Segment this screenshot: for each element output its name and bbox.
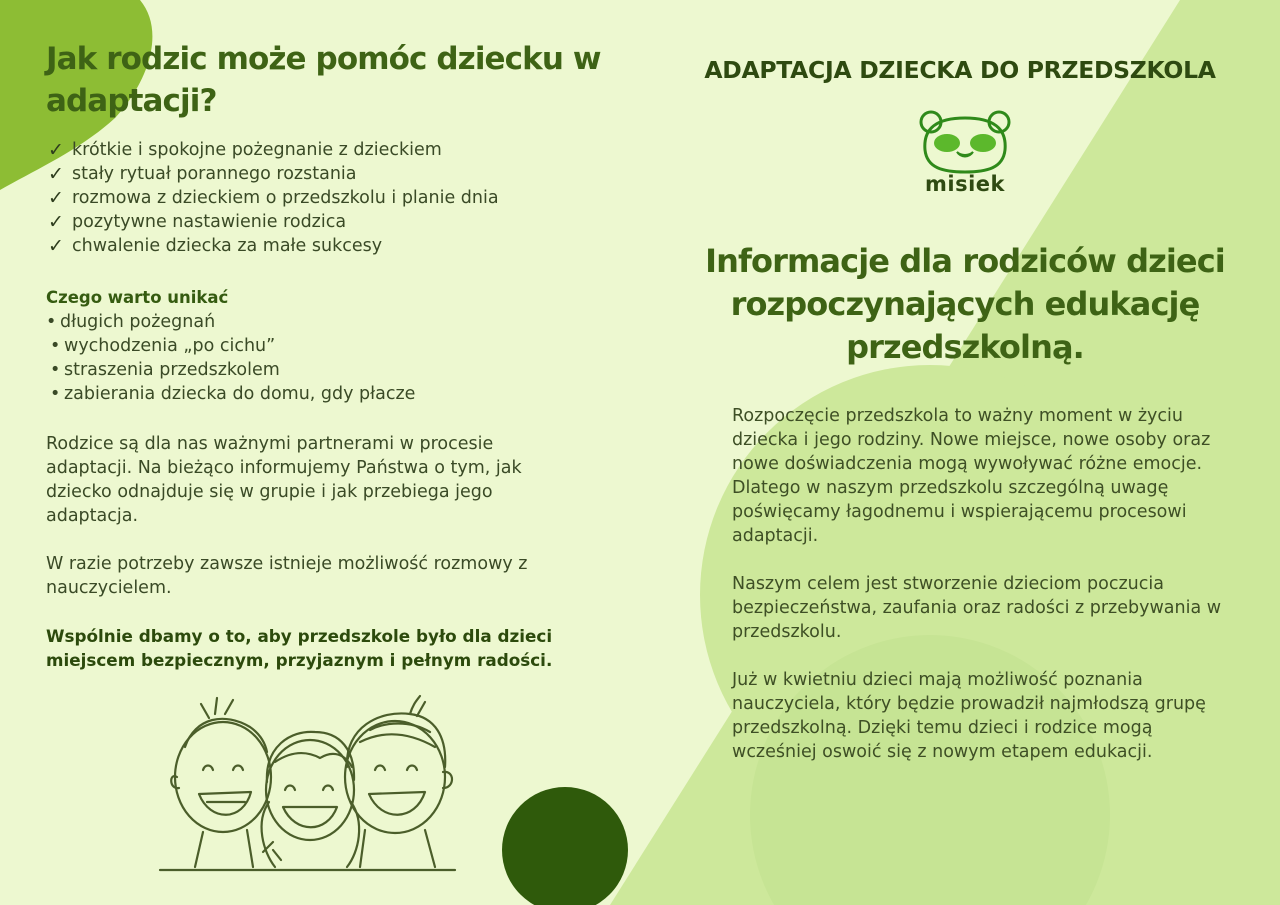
check-icon: ✓ bbox=[48, 235, 64, 257]
avoid-heading: Czego warto unikać bbox=[46, 288, 229, 307]
leaflet-title: ADAPTACJA DZIECKA DO PRZEDSZKOLA bbox=[704, 56, 1216, 84]
check-icon: ✓ bbox=[48, 139, 64, 161]
avoid-item: • wychodzenia „po cichu” bbox=[50, 336, 276, 356]
logo-text: misiek bbox=[925, 172, 1005, 196]
left-heading: Jak rodzic może pomóc dziecku w adaptacji? bbox=[46, 41, 601, 119]
children-illustration bbox=[155, 692, 465, 892]
check-icon: ✓ bbox=[48, 163, 64, 185]
checklist-item: ✓ stały rytuał porannego rozstania bbox=[48, 163, 357, 185]
check-icon: ✓ bbox=[48, 211, 64, 233]
partners-paragraph: Rodzice są dla nas ważnymi partnerami w procesie adaptacji. Na bieżąco informujemy Państwa o tym, jak dziecko odnajduje się w grupie i jak przebiega jego adaptacja. bbox=[46, 434, 522, 526]
info-heading: Informacje dla rodziców dzieci rozpoczynających edukację przedszkolną. bbox=[705, 242, 1225, 366]
contact-paragraph: W razie potrzeby zawsze istnieje możliwość rozmowy z nauczycielem. bbox=[46, 554, 528, 598]
checklist-item: ✓ chwalenie dziecka za małe sukcesy bbox=[48, 235, 383, 257]
avoid-item: • straszenia przedszkolem bbox=[50, 360, 280, 380]
checklist-item: ✓ pozytywne nastawienie rodzica bbox=[48, 211, 347, 233]
closing-statement: Wspólnie dbamy o to, aby przedszkole było dla dzieci miejscem bezpiecznym, przyjaznym i pełnym radości. bbox=[46, 626, 553, 670]
dark-circle-shape bbox=[502, 787, 628, 905]
avoid-item: • zabierania dziecka do domu, gdy płacze bbox=[50, 384, 416, 404]
checklist bbox=[48, 138, 606, 258]
avoid-list bbox=[46, 310, 606, 406]
intro-paragraph: Rozpoczęcie przedszkola to ważny moment w życiu dziecka i jego rodziny. Nowe miejsce, nowe osoby oraz nowe doświadczenia mogą wywoływać różne emocje. Dlatego w naszym przedszkolu szczególną uwagę poświęcamy łagodnemu i wspierającemu procesowi adaptacji. bbox=[732, 406, 1211, 546]
check-icon: ✓ bbox=[48, 187, 64, 209]
checklist-item: ✓ krótkie i spokojne pożegnanie z dzieckiem bbox=[48, 139, 442, 161]
april-paragraph: Już w kwietniu dzieci mają możliwość poznania nauczyciela, który będzie prowadził najmłodszą grupę przedszkolną. Dzięki temu dzieci i rodzice mogą wcześniej oswoić się z nowym etapem edukacji. bbox=[732, 670, 1206, 762]
left-column bbox=[46, 38, 606, 672]
goal-paragraph: Naszym celem jest stworzenie dzieciom poczucia bezpieczeństwa, zaufania oraz radości z przebywania w przedszkolu. bbox=[732, 574, 1222, 642]
avoid-item: • długich pożegnań bbox=[46, 312, 216, 332]
right-body bbox=[732, 404, 1237, 764]
checklist-item: ✓ rozmowa z dzieckiem o przedszkolu i planie dnia bbox=[48, 187, 499, 209]
